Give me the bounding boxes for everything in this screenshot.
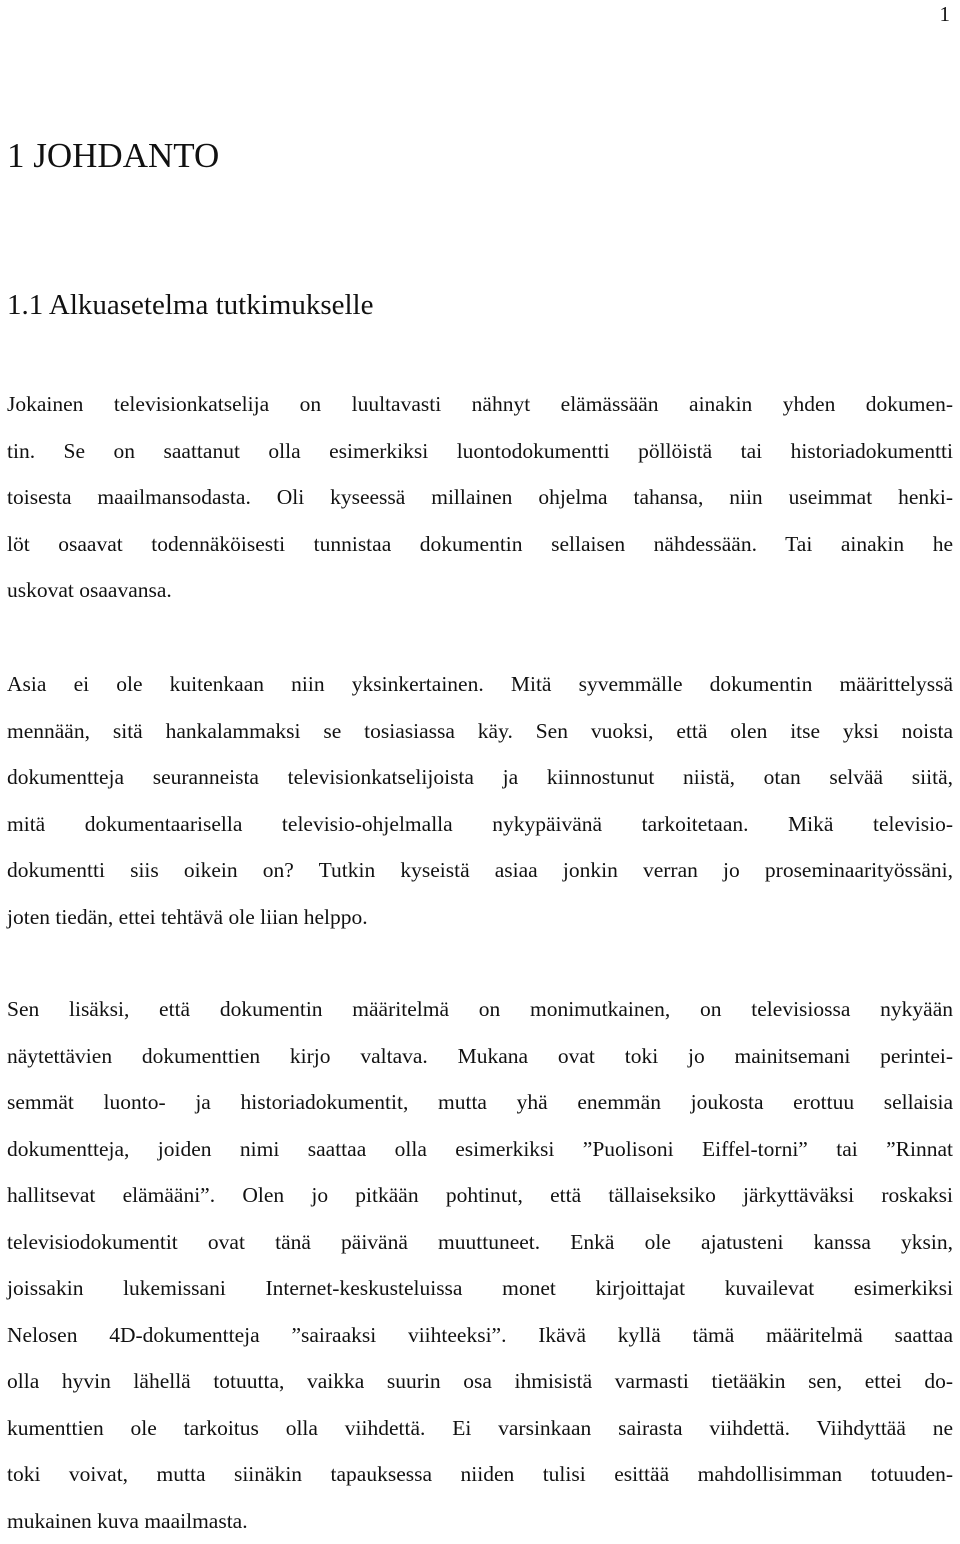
paragraph-line: hallitsevat elämääni”. Olen jo pitkään pohtinut, että tällaiseksiko järkyttäväksi roskaksi: [7, 1172, 953, 1219]
paragraph-line: joten tiedän, ettei tehtävä ole liian helppo.: [7, 894, 953, 941]
paragraph-line: Asia ei ole kuitenkaan niin yksinkertainen. Mitä syvemmälle dokumentin määrittelyssä: [7, 661, 953, 708]
paragraph-line: Jokainen televisionkatselija on luultavasti nähnyt elämässään ainakin yhden dokumen-: [7, 381, 953, 428]
paragraph-line: mukainen kuva maailmasta.: [7, 1498, 953, 1544]
paragraph-line: dokumentteja, joiden nimi saattaa olla esimerkiksi ”Puolisoni Eiffel-torni” tai ”Rinnat: [7, 1126, 953, 1173]
paragraph-line: mitä dokumentaarisella televisio-ohjelmalla nykypäivänä tarkoitetaan. Mikä televisio-: [7, 801, 953, 848]
section-title: 1.1 Alkuasetelma tutkimukselle: [7, 287, 373, 323]
paragraph: [7, 661, 953, 940]
paragraph-line: dokumentteja seuranneista televisionkatselijoista ja kiinnostunut niistä, otan selvää siitä,: [7, 754, 953, 801]
paragraph-line: dokumentti siis oikein on? Tutkin kyseistä asiaa jonkin verran jo proseminaarityössäni,: [7, 847, 953, 894]
paragraph-line: joissakin lukemissani Internet-keskusteluissa monet kirjoittajat kuvailevat esimerkiksi: [7, 1265, 953, 1312]
paragraph-line: Sen lisäksi, että dokumentin määritelmä on monimutkainen, on televisiossa nykyään: [7, 986, 953, 1033]
paragraph-line: tin. Se on saattanut olla esimerkiksi luontodokumentti pöllöistä tai historiadokumentti: [7, 428, 953, 475]
chapter-title: 1 JOHDANTO: [7, 136, 219, 176]
paragraph: [7, 381, 953, 614]
paragraph-line: löt osaavat todennäköisesti tunnistaa dokumentin sellaisen nähdessään. Tai ainakin he: [7, 521, 953, 568]
paragraph-line: Nelosen 4D-dokumentteja ”sairaaksi viihteeksi”. Ikävä kyllä tämä määritelmä saattaa: [7, 1312, 953, 1359]
paragraph-line: semmät luonto- ja historiadokumentit, mutta yhä enemmän joukosta erottuu sellaisia: [7, 1079, 953, 1126]
paragraph-line: toisesta maailmansodasta. Oli kyseessä millainen ohjelma tahansa, niin useimmat henki-: [7, 474, 953, 521]
paragraph-line: televisiodokumentit ovat tänä päivänä muuttuneet. Enkä ole ajatusteni kanssa yksin,: [7, 1219, 953, 1266]
page-number: 1: [940, 2, 951, 26]
paragraph-line: toki voivat, mutta siinäkin tapauksessa niiden tulisi esittää mahdollisimman totuuden-: [7, 1451, 953, 1498]
paragraph-line: näytettävien dokumenttien kirjo valtava. Mukana ovat toki jo mainitsemani perintei-: [7, 1033, 953, 1080]
paragraph-line: uskovat osaavansa.: [7, 567, 953, 614]
paragraph-line: kumenttien ole tarkoitus olla viihdettä. Ei varsinkaan sairasta viihdettä. Viihdyttää ne: [7, 1405, 953, 1452]
paragraph-line: mennään, sitä hankalammaksi se tosiasiassa käy. Sen vuoksi, että olen itse yksi noista: [7, 708, 953, 755]
paragraph: [7, 986, 953, 1544]
paragraph-line: olla hyvin lähellä totuutta, vaikka suurin osa ihmisistä varmasti tietääkin sen, ettei do-: [7, 1358, 953, 1405]
